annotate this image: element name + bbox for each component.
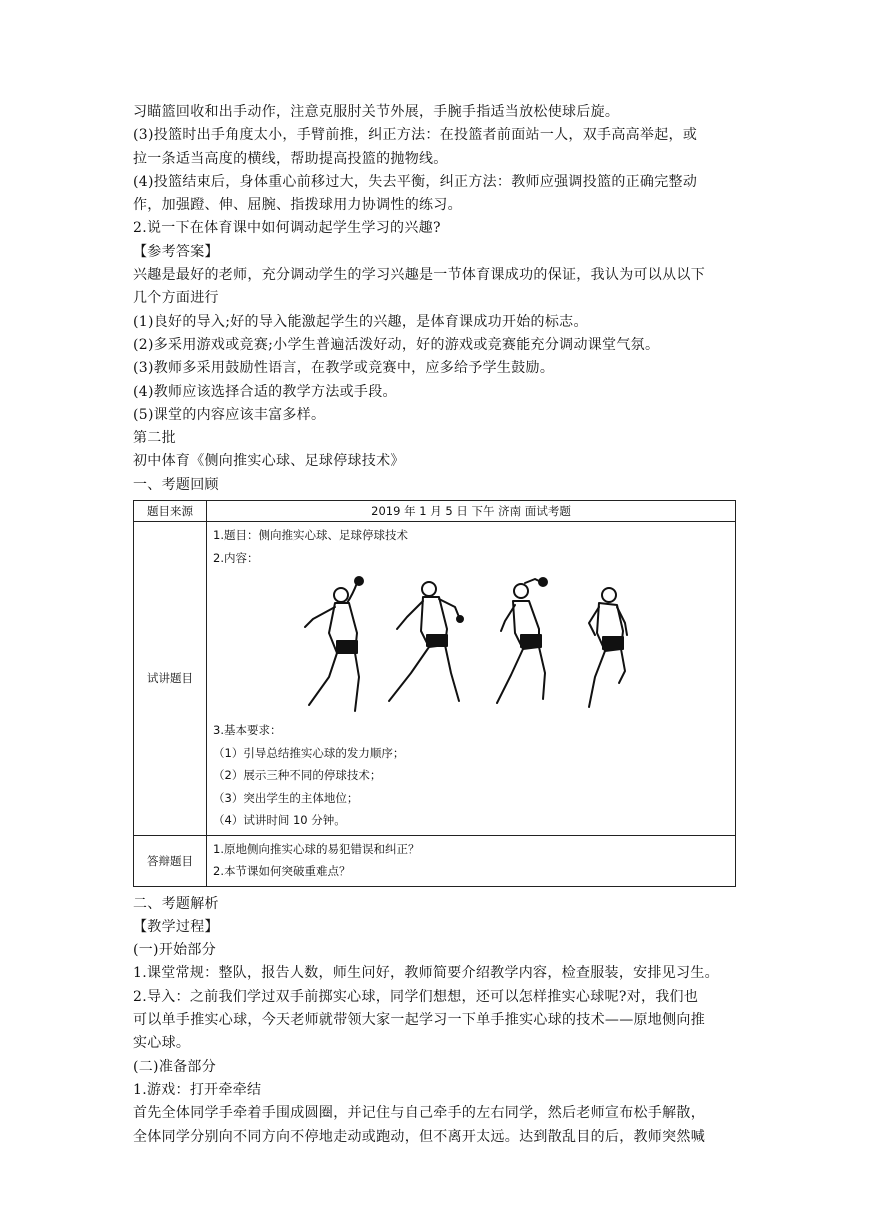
section-heading: 一、考题回顾	[133, 476, 219, 493]
figure-4	[589, 588, 627, 707]
table-row	[134, 522, 736, 836]
answer-heading: 【参考答案】	[133, 243, 219, 260]
lecture-content-label: 2.内容：	[213, 550, 259, 565]
subsection-heading: 【教学过程】	[133, 918, 219, 935]
requirements-heading: 3.基本要求：	[213, 723, 282, 738]
part-heading: (二)准备部分	[133, 1058, 217, 1075]
text-line: 几个方面进行	[133, 290, 219, 307]
requirement-item: （2）展示三种不同的停球技术；	[213, 768, 382, 783]
text-line: 1.游戏：打开牵牵结	[133, 1081, 262, 1098]
lecture-label: 试讲题目	[134, 522, 207, 836]
text-line: (3)投篮时出手角度太小，手臂前推，纠正方法：在投篮者前面站一人，双手高高举起，或	[133, 127, 698, 144]
requirement-item: （4）试讲时间 10 分钟。	[213, 813, 346, 828]
section-heading: 二、考题解析	[133, 895, 219, 912]
text-line: 首先全体同学手牵着手围成圆圈，并记住与自己牵手的左右同学，然后老师宣布松手解散，	[133, 1105, 705, 1122]
text-line: 全体同学分别向不同方向不停地走动或跑动，但不离开太远。达到散乱目的后，教师突然喊	[133, 1128, 705, 1145]
requirement-item: （3）突出学生的主体地位；	[213, 790, 359, 805]
intro-section	[133, 101, 738, 497]
text-line: 习瞄篮回收和出手动作，注意克服肘关节外展，手腕手指适当放松使球后旋。	[133, 104, 620, 120]
text-line: (2)多采用游戏或竞赛;小学生普遍活泼好动，好的游戏或竞赛能充分调动课堂气氛。	[133, 336, 660, 353]
source-value: 2019 年 1 月 5 日 下午 济南 面试考题	[207, 501, 736, 522]
text-line: (5)课堂的内容应该丰富多样。	[133, 406, 326, 423]
analysis-section	[133, 893, 738, 1149]
text-line: (3)教师多采用鼓励性语言，在教学或竞赛中，应多给予学生鼓励。	[133, 360, 555, 377]
table-row	[134, 835, 736, 886]
table-row	[134, 501, 736, 522]
defense-label: 答辩题目	[134, 835, 207, 886]
figure-1	[305, 577, 363, 711]
lecture-topic: 1.题目：侧向推实心球、足球停球技术	[213, 528, 408, 543]
text-line: 2.导入：之前我们学过双手前掷实心球，同学们想想，还可以怎样推实心球呢?对，我们也	[133, 988, 699, 1005]
source-label: 题目来源	[134, 501, 207, 522]
text-line: 兴趣是最好的老师，充分调动学生的学习兴趣是一节体育课成功的保证，我认为可以从以下	[133, 267, 705, 284]
text-line: (4)投篮结束后，身体重心前移过大，失去平衡，纠正方法：教师应强调投篮的正确完整动	[133, 173, 698, 190]
text-line: 拉一条适当高度的横线，帮助提高投篮的抛物线。	[133, 150, 448, 167]
text-line: (1)良好的导入;好的导入能激起学生的兴趣，是体育课成功开始的标志。	[133, 313, 588, 330]
figure-3	[497, 578, 547, 703]
batch-heading: 第二批	[133, 430, 176, 447]
requirement-item: （1）引导总结推实心球的发力顺序；	[213, 745, 405, 760]
figure-2	[389, 582, 463, 701]
defense-question: 2.本节课如何突破重难点？	[213, 864, 351, 879]
shot-put-illustration	[213, 569, 735, 719]
defense-question: 1.原地侧向推实心球的易犯错误和纠正？	[213, 841, 420, 856]
text-line: 作，加强蹬、伸、屈腕、指拨球用力协调性的练习。	[133, 197, 462, 214]
topic-heading: 初中体育《侧向推实心球、足球停球技术》	[133, 453, 405, 470]
text-line: 可以单手推实心球，今天老师就带领大家一起学习一下单手推实心球的技术——原地侧向推	[133, 1012, 705, 1029]
text-line: 实心球。	[133, 1035, 191, 1052]
lecture-content	[207, 522, 736, 836]
question-heading: 2.说一下在体育课中如何调动起学生学习的兴趣?	[133, 220, 441, 237]
text-line: 1.课堂常规：整队，报告人数，师生问好，教师简要介绍教学内容，检查服装，安排见习生。	[133, 965, 719, 982]
part-heading: (一)开始部分	[133, 942, 217, 959]
text-line: (4)教师应该选择合适的教学方法或手段。	[133, 383, 397, 400]
exam-question-table	[133, 500, 736, 887]
shot-put-figures-image	[299, 573, 639, 719]
document-page	[133, 101, 738, 1149]
defense-content	[207, 835, 736, 886]
